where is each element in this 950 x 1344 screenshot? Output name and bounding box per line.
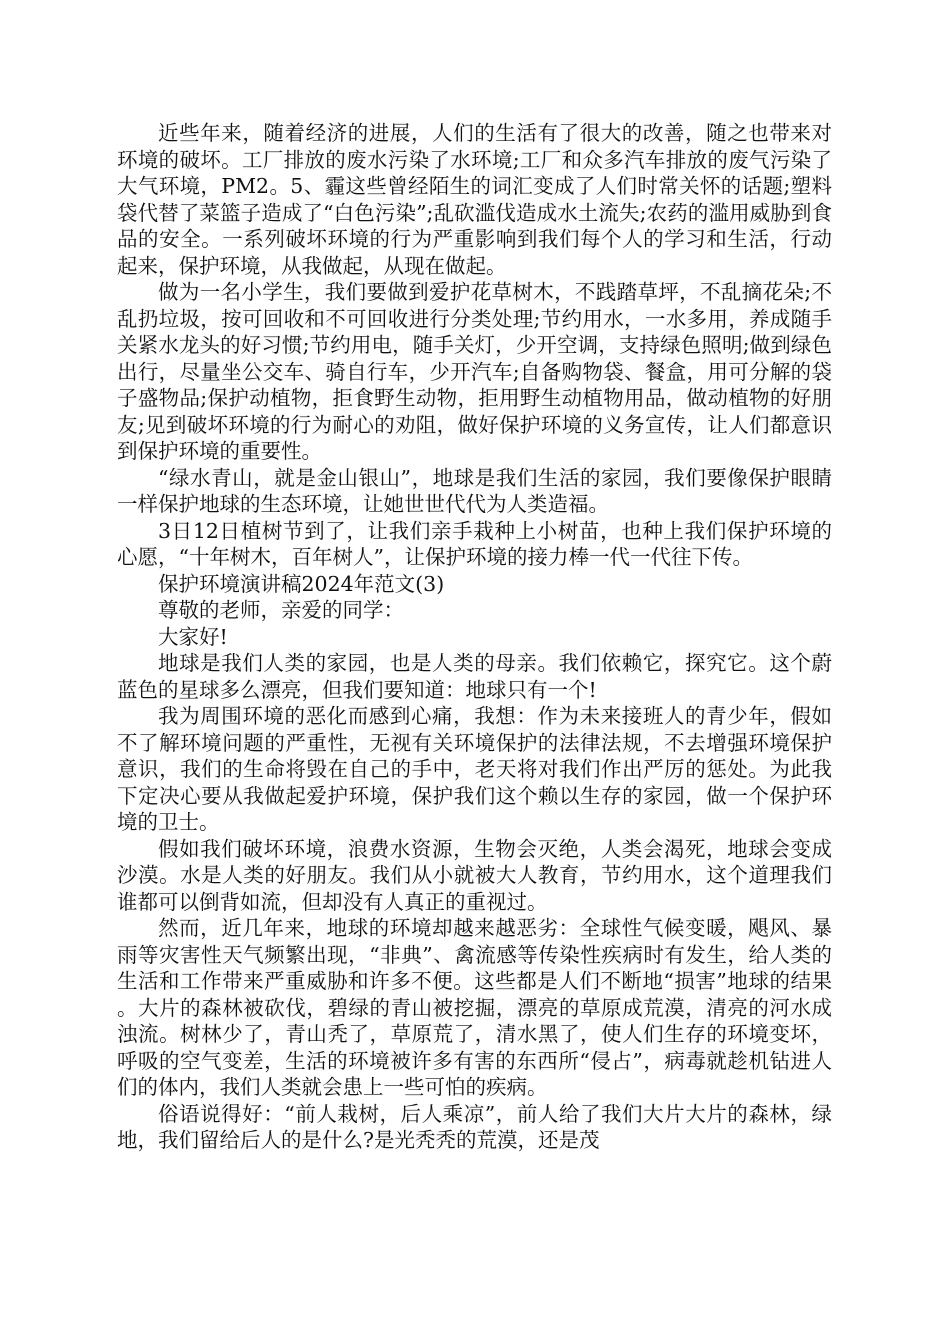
greeting: 大家好! bbox=[158, 624, 228, 649]
paragraph-environment-damage: 近些年来，随着经济的进展，人们的生活有了很大的改善，随之也带来对环境的破坏。工厂排放的废水污染了水环境;工厂和众多汽车排放的废气污染了大气环境，PM2。5、霾这些曾经陌生的词汇变成了人们时常关怀的话题;塑料袋代替了菜篮子造成了“白色污染”;乱砍滥伐造成水土流失;农药的滥用威胁到食品的安全。一系列破坏环境的行为严重影响到我们每个人的学习和生活，行动起来，保护环境，从我做起，从现在做起。 bbox=[117, 121, 832, 278]
salutation: 尊敬的老师，亲爱的同学： bbox=[158, 598, 404, 622]
paragraph-green-mountains: “绿水青山，就是金山银山”，地球是我们生活的家园，我们要像保护眼睛一样保护地球的生态环境，让她世世代代为人类造福。 bbox=[117, 465, 832, 516]
paragraph-earth-home: 地球是我们人类的家园，也是人类的母亲。我们依赖它，探究它。这个蔚蓝色的星球多么漂亮，但我们要知道：地球只有一个! bbox=[117, 651, 832, 702]
paragraph-water-resources: 假如我们破坏环境，浪费水资源，生物会灭绝，人类会渴死，地球会变成沙漠。水是人类的好朋友。我们从小就被大人教育，节约用水，这个道理我们谁都可以倒背如流，但却没有人真正的重视过。 bbox=[117, 836, 832, 914]
paragraph-arbor-day: 3日12日植树节到了，让我们亲手栽种上小树苗，也种上我们保护环境的心愿，“十年树木，百年树人”，让保护环境的接力棒一代一代往下传。 bbox=[117, 518, 832, 569]
section-title: 保护环境演讲稿2024年范文(3) bbox=[158, 571, 445, 596]
document-body bbox=[117, 120, 832, 1154]
paragraph-student-actions: 做为一名小学生，我们要做到爱护花草树木，不践踏草坪，不乱摘花朵;不乱扔垃圾，按可回收和不可回收进行分类处理;节约用水，一水多用，养成随手关紧水龙头的好习惯;节约用电，随手关灯，少开空调，支持绿色照明;做到绿色出行，尽量坐公交车、骑自行车，少开汽车;自备购物袋、餐盒，用可分解的袋子盛物品;保护动植物，拒食野生动物，拒用野生动植物用品，做动植物的好朋友;见到破坏环境的行为耐心的劝阻，做好保护环境的义务宣传，让人们都意识到保护环境的重要性。 bbox=[117, 280, 832, 463]
paragraph-proverb: 俗语说得好：“前人栽树，后人乘凉”，前人给了我们大片大片的森林，绿地，我们留给后人的是什么?是光秃秃的荒漠，还是茂 bbox=[117, 1101, 832, 1152]
paragraph-worsening-environment: 然而，近几年来，地球的环境却越来越恶劣：全球性气候变暖，飓风、暴雨等灾害性天气频繁出现，“非典”、禽流感等传染性疾病时有发生，给人类的生活和工作带来严重威胁和许多不便。这些都是人们不断地“损害”地球的结果。大片的森林被砍伐，碧绿的青山被挖掘，漂亮的草原成荒漠，清亮的河水成浊流。树林少了，青山秃了，草原荒了，清水黑了，使人们生存的环境变坏，呼吸的空气变差，生活的环境被许多有害的东西所“侵占”，病毒就趁机钻进人们的体内，我们人类就会患上一些可怕的疾病。 bbox=[117, 916, 832, 1099]
paragraph-heartache: 我为周围环境的恶化而感到心痛，我想：作为未来接班人的青少年，假如不了解环境问题的严重性，无视有关环境保护的法律法规，不去增强环境保护意识，我们的生命将毁在自己的手中，老天将对我们作出严厉的惩处。为此我下定决心要从我做起爱护环境，保护我们这个赖以生存的家园，做一个保护环境的卫士。 bbox=[117, 704, 832, 834]
